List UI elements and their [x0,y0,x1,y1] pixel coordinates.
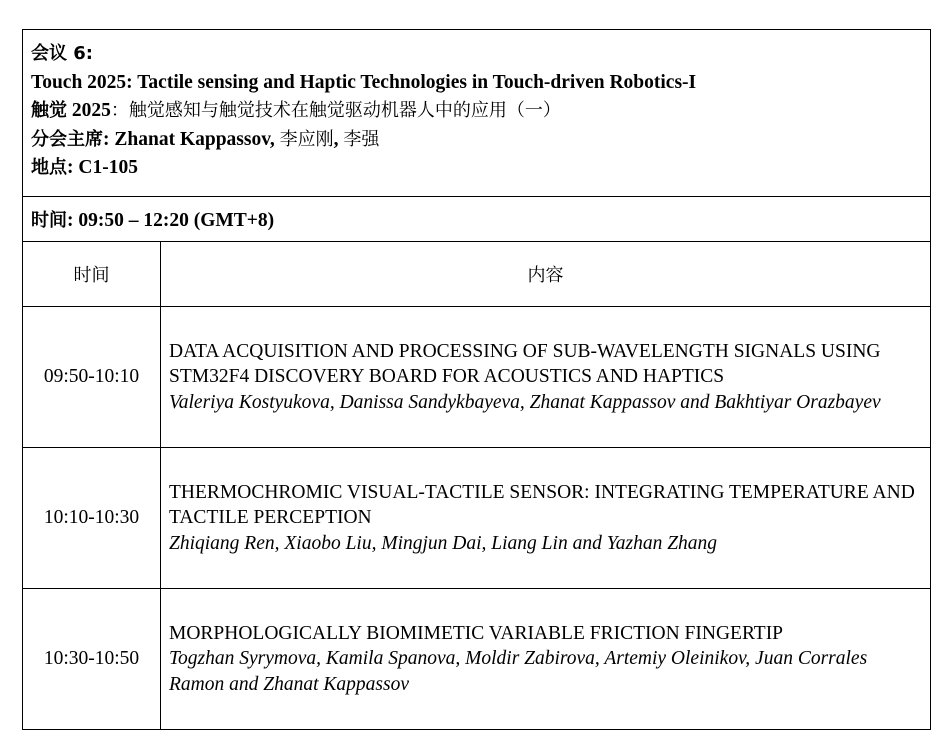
session-time-row [23,197,931,242]
talk-time: 10:10-10:30 [23,448,161,589]
talk-time: 10:30-10:50 [23,589,161,730]
table-row [23,589,931,730]
talk-time: 09:50-10:10 [23,307,161,448]
column-header-time: 时间 [23,242,161,307]
talk-title: DATA ACQUISITION AND PROCESSING OF SUB-WAVELENGTH SIGNALS USING STM32F4 DISCOVERY BOARD FOR ACOUSTICS AND HAPTICS [169,340,881,388]
talk-authors: Togzhan Syrymova, Kamila Spanova, Moldir Zabirova, Artemiy Oleinikov, Juan Corrales Ramon and Zhanat Kappassov [169,648,868,695]
session-time: 时间: 09:50 – 12:20 (GMT+8) [23,197,931,242]
talk-authors: Valeriya Kostyukova, Danissa Sandykbayeva, Zhanat Kappassov and Bakhtiyar Orazbayev [169,391,881,413]
session-location: 地点: C1-105 [31,157,138,178]
session-schedule-table [22,29,931,730]
session-header-row [23,30,931,197]
session-title-zh: 触觉 2025：触觉感知与触觉技术在触觉驱动机器人中的应用（一） [31,100,561,121]
talk-title: MORPHOLOGICALLY BIOMIMETIC VARIABLE FRICTION FINGERTIP [169,622,784,644]
table-row [23,448,931,589]
talk-content [161,307,931,448]
table-row [23,307,931,448]
column-header-content: 内容 [161,242,931,307]
talk-title: THERMOCHROMIC VISUAL-TACTILE SENSOR: INTEGRATING TEMPERATURE AND TACTILE PERCEPTION [169,481,915,529]
talk-content [161,448,931,589]
session-header [23,30,931,197]
column-header-row [23,242,931,307]
talk-authors: Zhiqiang Ren, Xiaobo Liu, Mingjun Dai, Liang Lin and Yazhan Zhang [169,532,718,554]
session-title-en: Touch 2025: Tactile sensing and Haptic Technologies in Touch-driven Robotics-I [31,71,697,93]
session-number: 会议 6: [31,43,93,64]
session-chairs: 分会主席: Zhanat Kappassov, 李应刚, 李强 [31,128,380,150]
talk-content [161,589,931,730]
